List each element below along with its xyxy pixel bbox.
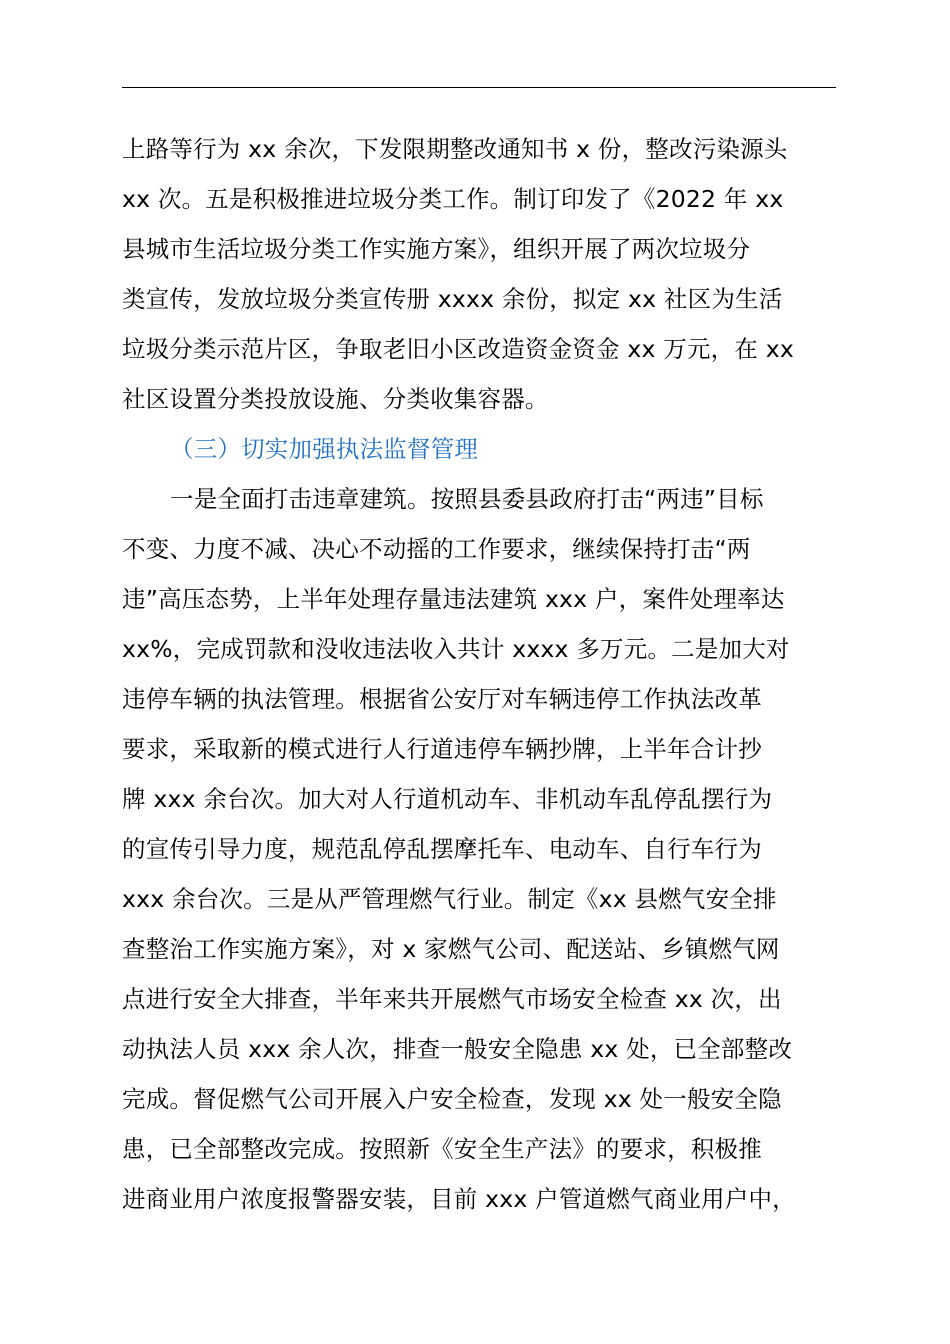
body-line-12: 违停车辆的执法管理。根据省公安厅对车辆违停工作执法改革	[122, 685, 762, 713]
body-line-5: 垃圾分类示范片区，争取老旧小区改造资金资金 xx 万元，在 xx	[122, 335, 794, 363]
body-line-11: xx%，完成罚款和没收违法收入共计 xxxx 多万元。二是加大对	[122, 635, 790, 663]
body-line-14: 牌 xxx 余台次。加大对人行道机动车、非机动车乱停乱摆行为	[122, 785, 773, 813]
body-line-20: 完成。督促燃气公司开展入户安全检查，发现 xx 处一般安全隐	[122, 1085, 782, 1113]
header-rule	[122, 87, 836, 88]
body-line-17: 查整治工作实施方案》，对 x 家燃气公司、配送站、乡镇燃气网	[122, 935, 780, 963]
body-line-10: 违”高压态势，上半年处理存量违法建筑 xxx 户，案件处理率达	[122, 585, 785, 613]
body-line-16: xxx 余台次。三是从严管理燃气行业。制定《xx 县燃气安全排	[122, 885, 777, 913]
body-line-3: 县城市生活垃圾分类工作实施方案》，组织开展了两次垃圾分	[122, 235, 751, 263]
body-line-18: 点进行安全大排查，半年来共开展燃气市场安全检查 xx 次，出	[122, 985, 782, 1013]
body-line-13: 要求，采取新的模式进行人行道违停车辆抄牌，上半年合计抄	[122, 735, 762, 763]
body-line-15: 的宣传引导力度，规范乱停乱摆摩托车、电动车、自行车行为	[122, 835, 762, 863]
section-heading: （三）切实加强执法监督管理	[170, 435, 479, 463]
body-line-21: 患，已全部整改完成。按照新《安全生产法》的要求，积极推	[122, 1135, 762, 1163]
body-line-6: 社区设置分类投放设施、分类收集容器。	[122, 385, 549, 413]
body-line-4: 类宣传，发放垃圾分类宣传册 xxxx 余份，拟定 xx 社区为生活	[122, 285, 783, 313]
body-line-2: xx 次。五是积极推进垃圾分类工作。制订印发了《2022 年 xx	[122, 185, 784, 213]
body-line-8: 一是全面打击违章建筑。按照县委县政府打击“两违”目标	[170, 485, 764, 513]
body-line-22: 进商业用户浓度报警器安装，目前 xxx 户管道燃气商业用户中，	[122, 1185, 796, 1213]
body-line-1: 上路等行为 xx 余次，下发限期整改通知书 x 份，整改污染源头	[122, 135, 788, 163]
body-line-9: 不变、力度不减、决心不动摇的工作要求，继续保持打击“两	[122, 535, 751, 563]
body-line-19: 动执法人员 xxx 余人次，排查一般安全隐患 xx 处，已全部整改	[122, 1035, 793, 1063]
